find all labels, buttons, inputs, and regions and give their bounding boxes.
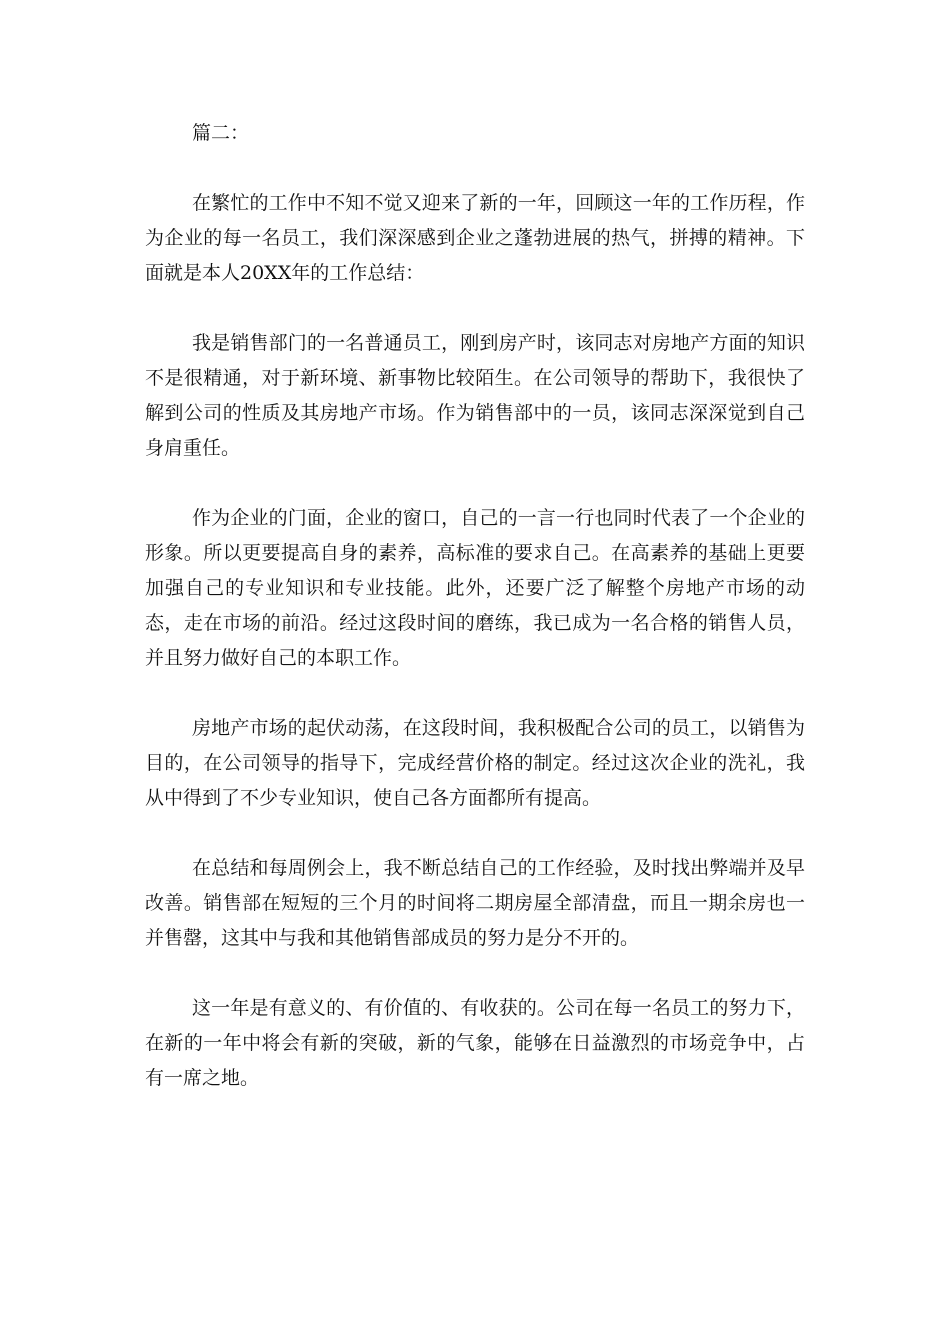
- paragraph-market: 房地产市场的起伏动荡，在这段时间，我积极配合公司的员工，以销售为目的，在公司领导的指导下，完成经营价格的制定。经过这次企业的洗礼，我从中得到了不少专业知识，使自己各方面都所有提高。: [145, 717, 805, 809]
- document-body: [145, 116, 805, 1131]
- paragraph-role: 我是销售部门的一名普通员工，刚到房产时，该同志对房地产方面的知识不是很精通，对于新环境、新事物比较陌生。在公司领导的帮助下，我很快了解到公司的性质及其房地产市场。作为销售部中的一员，该同志深深觉到自己身肩重任。: [145, 332, 805, 459]
- paragraph-intro: 在繁忙的工作中不知不觉又迎来了新的一年，回顾这一年的工作历程，作为企业的每一名员工，我们深深感到企业之蓬勃进展的热气，拼搏的精神。下面就是本人20XX年的工作总结：: [145, 192, 805, 284]
- paragraph-summary: 在总结和每周例会上，我不断总结自己的工作经验，及时找出弊端并及早改善。销售部在短短的三个月的时间将二期房屋全部清盘，而且一期余房也一并售罄，这其中与我和其他销售部成员的努力是分不开的。: [145, 857, 805, 949]
- paragraph-image: 作为企业的门面，企业的窗口，自己的一言一行也同时代表了一个企业的形象。所以更要提高自身的素养，高标准的要求自己。在高素养的基础上更要加强自己的专业知识和专业技能。此外，还要广泛了解整个房地产市场的动态，走在市场的前沿。经过这段时间的磨练，我已成为一名合格的销售人员，并且努力做好自己的本职工作。: [145, 507, 805, 669]
- paragraph-conclusion: 这一年是有意义的、有价值的、有收获的。公司在每一名员工的努力下，在新的一年中将会有新的突破，新的气象，能够在日益激烈的市场竞争中，占有一席之地。: [145, 997, 805, 1089]
- section-title: 篇二：: [192, 122, 250, 144]
